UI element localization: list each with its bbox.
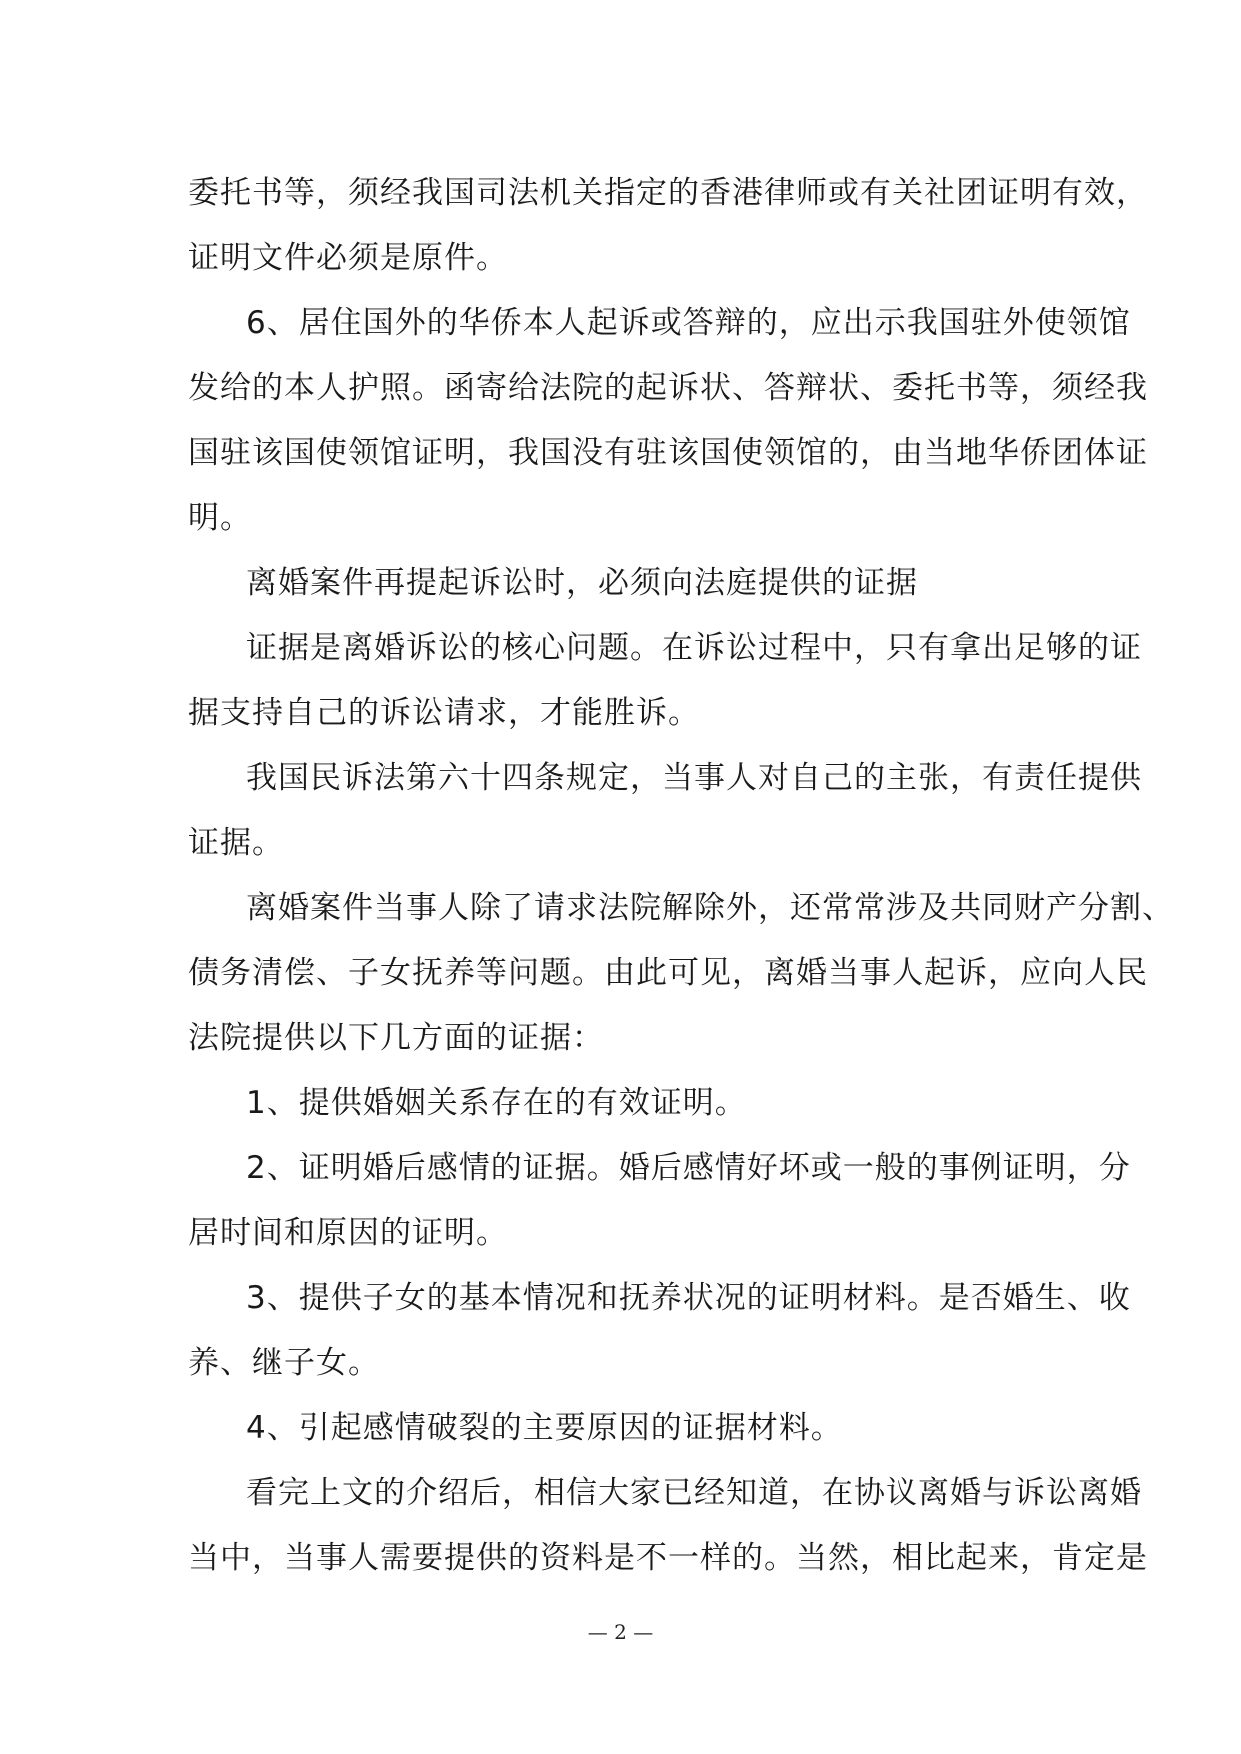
text-line: 国驻该国使领馆证明，我国没有驻该国使领馆的，由当地华侨团体证 bbox=[188, 435, 1148, 471]
text-line: 据支持自己的诉讼请求，才能胜诉。 bbox=[188, 695, 700, 731]
text-line: 居时间和原因的证明。 bbox=[188, 1215, 508, 1251]
text-line: 看完上文的介绍后，相信大家已经知道，在协议离婚与诉讼离婚 bbox=[246, 1475, 1142, 1511]
text-line: 我国民诉法第六十四条规定，当事人对自己的主张，有责任提供 bbox=[246, 760, 1142, 796]
text-line: 6、居住国外的华侨本人起诉或答辩的，应出示我国驻外使领馆 bbox=[246, 305, 1131, 341]
paragraph bbox=[188, 1461, 1148, 1591]
text-line: 明。 bbox=[188, 500, 252, 536]
text-line: 证据。 bbox=[188, 825, 284, 861]
text-line: 发给的本人护照。函寄给法院的起诉状、答辩状、委托书等，须经我 bbox=[188, 370, 1148, 406]
text-line: 3、提供子女的基本情况和抚养状况的证明材料。是否婚生、收 bbox=[246, 1280, 1131, 1316]
paragraph bbox=[188, 291, 1148, 551]
page-number: — 2 — bbox=[587, 1620, 654, 1644]
paragraph bbox=[188, 551, 1058, 616]
text-line: 证据是离婚诉讼的核心问题。在诉讼过程中，只有拿出足够的证 bbox=[246, 630, 1142, 666]
text-line: 债务清偿、子女抚养等问题。由此可见，离婚当事人起诉，应向人民 bbox=[188, 955, 1148, 991]
paragraph bbox=[188, 1266, 1131, 1396]
text-line: 养、继子女。 bbox=[188, 1345, 380, 1381]
body-text bbox=[188, 161, 1174, 1591]
text-line: 离婚案件再提起诉讼时，必须向法庭提供的证据 bbox=[246, 565, 918, 601]
text-line: 2、证明婚后感情的证据。婚后感情好坏或一般的事例证明，分 bbox=[246, 1150, 1131, 1186]
text-line: 证明文件必须是原件。 bbox=[188, 240, 508, 276]
text-line: 委托书等，须经我国司法机关指定的香港律师或有关社团证明有效， bbox=[188, 175, 1148, 211]
paragraph bbox=[188, 1396, 1058, 1461]
paragraph bbox=[188, 616, 1142, 746]
paragraph bbox=[188, 1136, 1131, 1266]
text-line: 当中，当事人需要提供的资料是不一样的。当然，相比起来，肯定是 bbox=[188, 1540, 1148, 1576]
paragraph bbox=[188, 746, 1142, 876]
text-line: 离婚案件当事人除了请求法院解除外，还常常涉及共同财产分割、 bbox=[246, 890, 1174, 926]
paragraph bbox=[188, 1071, 1058, 1136]
paragraph bbox=[188, 161, 1148, 291]
text-line: 1、提供婚姻关系存在的有效证明。 bbox=[246, 1085, 747, 1121]
paragraph bbox=[188, 876, 1174, 1071]
text-line: 法院提供以下几方面的证据： bbox=[188, 1020, 604, 1056]
text-line: 4、引起感情破裂的主要原因的证据材料。 bbox=[246, 1410, 843, 1446]
